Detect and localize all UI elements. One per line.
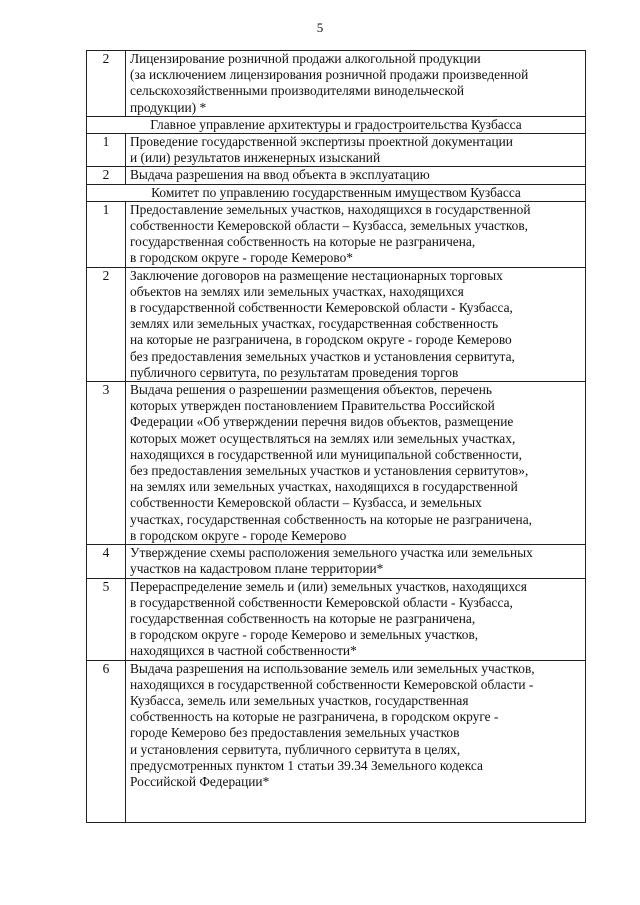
- text-line: публичного сервитута, по результатам проведения торгов: [130, 364, 459, 380]
- table-row: [87, 201, 586, 267]
- text-line: Выдача решения о разрешении размещения объектов, перечень: [130, 382, 492, 398]
- text-line: Утверждение схемы расположения земельного участка или земельных: [130, 545, 533, 561]
- text-line: Выдача разрешения на ввод объекта в эксплуатацию: [130, 167, 430, 183]
- text-line: объектов на землях или земельных участках, находящихся: [130, 283, 464, 299]
- row-number: 2: [87, 51, 126, 117]
- text-line: Российской Федерации*: [130, 773, 270, 789]
- row-number: 6: [87, 660, 126, 822]
- text-line: в государственной собственности Кемеровской области - Кузбасса,: [130, 594, 513, 610]
- text-line: собственности Кемеровской области – Кузбасса, земельных участков,: [130, 218, 529, 234]
- text-line: в городском округе - городе Кемерово и земельных участков,: [130, 627, 479, 643]
- row-text: [126, 267, 586, 381]
- text-line: Заключение договоров на размещение нестационарных торговых: [130, 267, 503, 283]
- text-line: предусмотренных пунктом 1 статьи 39.34 Земельного кодекса: [130, 757, 483, 773]
- text-line: в городском округе - городе Кемерово: [130, 527, 347, 543]
- text-line: на землях или земельных участках, находящихся в государственной: [130, 479, 518, 495]
- text-line: и (или) результатов инженерных изысканий: [130, 150, 381, 166]
- section-title-text: Главное управление архитектуры и градостроительства Кузбасса: [150, 116, 522, 132]
- text-line: в городском округе - городе Кемерово*: [130, 250, 353, 266]
- text-line: на которые не разграничена, в городском округе - городе Кемерово: [130, 332, 512, 348]
- text-line: собственности Кемеровской области – Кузбасса, и земельных: [130, 495, 482, 511]
- text-line: участках, государственная собственность на которые не разграничена,: [130, 511, 533, 527]
- row-number: 4: [87, 545, 126, 578]
- row-text: [126, 545, 586, 578]
- text-line: находящихся в государственной собственности Кемеровской области -: [130, 676, 534, 692]
- table-row: [87, 382, 586, 545]
- section-title: [87, 184, 586, 201]
- text-line: участков на кадастровом плане территории*: [130, 561, 384, 577]
- text-line: государственная собственность на которые не разграничена,: [130, 234, 476, 250]
- text-line: Кузбасса, земель или земельных участков, государственная: [130, 692, 469, 708]
- text-line: Лицензирование розничной продажи алкогольной продукции: [130, 51, 481, 66]
- section-header-row: [87, 184, 586, 201]
- text-line: Выдача разрешения на использование земель или земельных участков,: [130, 660, 535, 676]
- text-line: собственность на которые не разграничена, в городском округе -: [130, 709, 499, 725]
- row-number: 2: [87, 167, 126, 184]
- text-line: Предоставление земельных участков, находящихся в государственной: [130, 201, 531, 217]
- text-line: Проведение государственной экспертизы проектной документации: [130, 134, 513, 150]
- services-table: [86, 50, 586, 823]
- row-number: 5: [87, 578, 126, 660]
- table-row: [87, 545, 586, 578]
- row-text: [126, 382, 586, 545]
- section-title: [87, 116, 586, 133]
- table-row: [87, 167, 586, 184]
- row-number: 3: [87, 382, 126, 545]
- table-row: [87, 660, 586, 822]
- table-row: [87, 51, 586, 117]
- row-text: [126, 660, 586, 822]
- text-line: без предоставления земельных участков и установления сервитута,: [130, 348, 515, 364]
- row-number: 1: [87, 134, 126, 167]
- text-line: находящихся в частной собственности*: [130, 643, 357, 659]
- row-number: 1: [87, 201, 126, 267]
- table-row: [87, 267, 586, 381]
- text-line: и установления сервитута, публичного сервитута в целях,: [130, 741, 461, 757]
- text-line: которых может осуществляться на землях или земельных участках,: [130, 430, 516, 446]
- row-text: [126, 578, 586, 660]
- text-line: (за исключением лицензирования розничной продажи произведенной: [130, 67, 529, 83]
- row-text: [126, 134, 586, 167]
- text-line: землях или земельных участках, государственная собственность: [130, 316, 499, 332]
- text-line: находящихся в государственной или муниципальной собственности,: [130, 446, 522, 462]
- text-line: городе Кемерово без предоставления земельных участков: [130, 725, 460, 741]
- text-line: государственная собственность на которые не разграничена,: [130, 610, 476, 626]
- text-line: которых утвержден постановлением Правительства Российской: [130, 398, 495, 414]
- table-row: [87, 134, 586, 167]
- row-text: [126, 201, 586, 267]
- section-title-text: Комитет по управлению государственным имуществом Кузбасса: [151, 184, 521, 200]
- text-line: без предоставления земельных участков и установления сервитутов»,: [130, 463, 529, 479]
- row-text: [126, 51, 586, 117]
- text-line: продукции) *: [130, 99, 207, 115]
- text-line: Перераспределение земель и (или) земельных участков, находящихся: [130, 578, 527, 594]
- section-header-row: [87, 116, 586, 133]
- text-line: в государственной собственности Кемеровской области - Кузбасса,: [130, 300, 513, 316]
- row-number: 2: [87, 267, 126, 381]
- text-line: сельскохозяйственными производителями винодельческой: [130, 83, 465, 99]
- text-line: Федерации «Об утверждении перечня видов объектов, размещение: [130, 414, 514, 430]
- table-row: [87, 578, 586, 660]
- row-text: [126, 167, 586, 184]
- page-number: 5: [316, 20, 324, 35]
